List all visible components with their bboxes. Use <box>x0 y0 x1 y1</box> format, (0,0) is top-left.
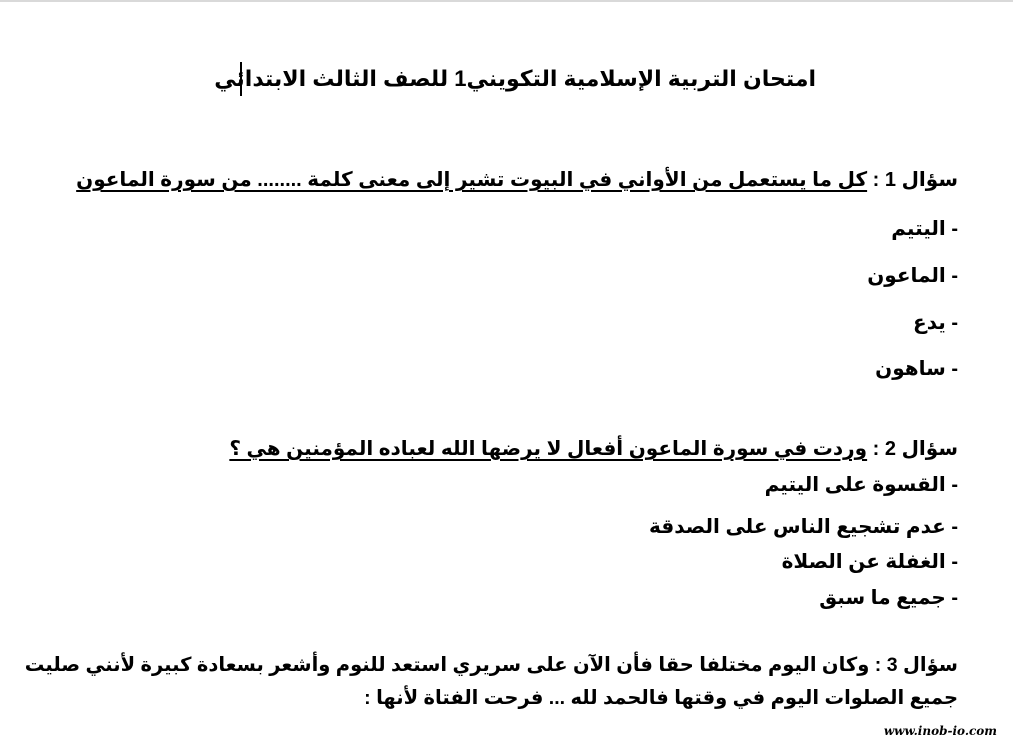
q2-option-3: - الغفلة عن الصلاة <box>781 551 958 573</box>
footer-watermark: www.inob-io.com <box>883 724 997 738</box>
q2-option-1: - القسوة على اليتيم <box>764 474 958 496</box>
question-2-text: وردت في سورة الماعون أفعال لا يرضها الله لعباده المؤمنين هي ؟ <box>229 438 868 460</box>
question-1-label: سؤال 1 : <box>872 169 958 191</box>
q2-option-2: - عدم تشجيع الناس على الصدقة <box>649 516 958 538</box>
question-1 <box>76 166 958 194</box>
q1-option-1: - اليتيم <box>891 218 958 240</box>
q1-option-2: - الماعون <box>867 265 958 287</box>
question-2-label: سؤال 2 : <box>872 438 958 460</box>
q1-option-4: - ساهون <box>875 358 958 380</box>
question-3-text-line1: وكان اليوم مختلفا حقا فأن الآن على سريري استعد للنوم وأشعر بسعادة كبيرة لأنني صليت <box>24 654 870 676</box>
top-border <box>0 0 1013 2</box>
question-1-text: كل ما يستعمل من الأواني في البيوت تشير إلى معنى كلمة ........ من سورة الماعون <box>76 169 868 191</box>
question-3-label: سؤال 3 : <box>874 654 958 676</box>
q2-option-4: - جميع ما سبق <box>819 587 958 609</box>
q1-option-3: - يدع <box>913 312 958 334</box>
question-3 <box>25 651 958 679</box>
question-2 <box>229 435 958 463</box>
question-3-text-line2: جميع الصلوات اليوم في وقتها فالحمد لله ... فرحت الفتاة لأنها : <box>364 687 958 709</box>
exam-title: امتحان التربية الإسلامية التكويني1 للصف الثالث الابتدائي <box>214 66 816 91</box>
